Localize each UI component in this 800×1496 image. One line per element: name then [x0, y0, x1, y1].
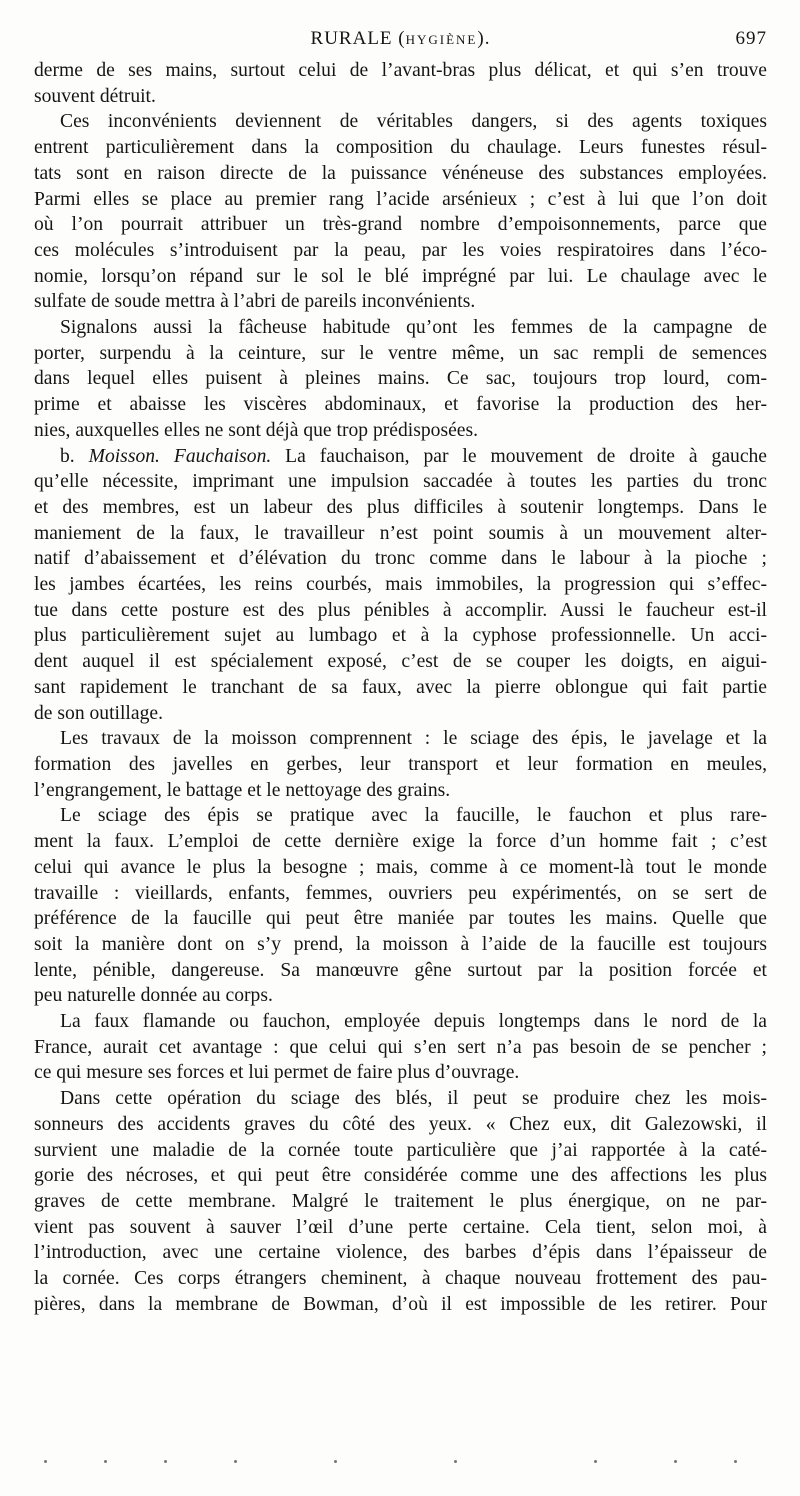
- text-line: tue dans cette posture est des plus pénibles à accomplir. Aussi le faucheur est-il: [34, 599, 767, 621]
- text-line: graves de cette membrane. Malgré le traitement le plus énergique, on ne par-: [34, 1190, 767, 1212]
- text-line: l’engrangement, le battage et le nettoyage des grains.: [34, 779, 451, 801]
- text-line: la cornée. Ces corps étrangers cheminent, à chaque nouveau frottement des pau-: [34, 1268, 767, 1290]
- section-title: Moisson. Fauchaison.: [88, 445, 272, 467]
- text-line: lente, pénible, dangereuse. Sa manœuvre gêne surtout par la position forcée et: [34, 959, 767, 981]
- text-line: natif d’abaissement et d’élévation du tronc comme dans le labour à la pioche ;: [34, 548, 767, 570]
- text-line: Ces inconvénients deviennent de véritables dangers, si des agents toxiques: [60, 111, 767, 133]
- text-line: et des membres, est un labeur des plus difficiles à soutenir longtemps. Dans le: [34, 496, 767, 518]
- scan-speck: [674, 1460, 677, 1463]
- text-line: sonneurs des accidents graves du côté des yeux. « Chez eux, dit Galezowski, il: [34, 1113, 767, 1135]
- running-title: [34, 28, 767, 50]
- text-line: préférence de la faucille qui peut être maniée par toutes les mains. Quelle que: [34, 908, 767, 930]
- document-page: [34, 28, 767, 1317]
- text-line: France, aurait cet avantage : que celui qui s’en sert n’a pas besoin de se pencher ;: [34, 1036, 767, 1058]
- text-line: pières, dans la membrane de Bowman, d’où il est impossible de les retirer. Pour: [34, 1293, 767, 1315]
- text-line: nies, auxquelles elles ne sont déjà que trop prédisposées.: [34, 419, 479, 441]
- section-marker: b.: [60, 445, 89, 467]
- text-line: sant rapidement le tranchant de sa faux, avec la pierre oblongue qui fait partie: [34, 676, 767, 698]
- section-intro: La fauchaison, par le mouvement de droite à gauche: [271, 445, 768, 467]
- scan-speck: [234, 1460, 237, 1463]
- page-number: 697: [735, 28, 767, 49]
- scan-speck: [594, 1460, 597, 1463]
- text-line: La faux flamande ou fauchon, employée depuis longtemps dans le nord de la: [60, 1011, 767, 1033]
- text-line: souvent détruit.: [34, 85, 156, 107]
- text-line: Le sciage des épis se pratique avec la faucille, le fauchon et plus rare-: [60, 805, 767, 827]
- scan-speck: [44, 1460, 47, 1463]
- text-line: qu’elle nécessite, imprimant une impulsion saccadée à toutes les parties du tronc: [34, 471, 767, 493]
- moisson-heading-line: [34, 444, 767, 470]
- text-line: de son outillage.: [34, 702, 163, 724]
- text-line: prime et abaisse les viscères abdominaux, et favorise la production des her-: [34, 394, 767, 416]
- text-line: travaille : vieillards, enfants, femmes, ouvriers peu expérimentés, on se sert de: [34, 882, 767, 904]
- scan-speck: [164, 1460, 167, 1463]
- scan-specks: [34, 1460, 767, 1468]
- text-line: gorie des nécroses, et qui peut être considérée comme une des affections les plus: [34, 1165, 767, 1187]
- running-title-close: ).: [477, 28, 491, 49]
- text-line: vient pas souvent à sauver l’œil d’une perte certaine. Cela tient, selon moi, à: [34, 1216, 767, 1238]
- text-line: peu naturelle donnée au corps.: [34, 985, 273, 1007]
- text-line: ment la faux. L’emploi de cette dernière exige la force d’un homme fait ; c’est: [34, 831, 767, 853]
- text-line: Parmi elles se place au premier rang l’acide arsénieux ; c’est à lui que l’on doit: [34, 188, 767, 210]
- text-line: dans lequel elles puisent à pleines mains. Ce sac, toujours trop lourd, com-: [34, 368, 767, 390]
- text-line: survient une maladie de la cornée toute particulière que j’ai rapportée à la caté-: [34, 1139, 767, 1161]
- text-line: Signalons aussi la fâcheuse habitude qu’ont les femmes de la campagne de: [60, 317, 767, 339]
- scan-speck: [334, 1460, 337, 1463]
- text-line: maniement de la faux, le travailleur n’est point soumis à un mouvement alter-: [34, 522, 767, 544]
- text-line: où l’on pourrait attribuer un très-grand nombre d’empoisonnements, parce que: [34, 214, 767, 236]
- text-line: porter, surpendu à la ceinture, sur le ventre même, un sac rempli de semences: [34, 342, 767, 364]
- text-line: nomie, lorsqu’on répand sur le sol le blé imprégné par lui. Le chaulage avec le: [34, 265, 767, 287]
- running-title-small: HYGIÈNE: [405, 32, 478, 47]
- scan-speck: [104, 1460, 107, 1463]
- text-line: tats sont en raison directe de la puissance vénéneuse des substances employées.: [34, 162, 767, 184]
- text-line: soit la manière dont on s’y prend, la moisson à l’aide de la faucille est toujours: [34, 933, 767, 955]
- text-line: ce qui mesure ses forces et lui permet de faire plus d’ouvrage.: [34, 1062, 520, 1084]
- text-line: derme de ses mains, surtout celui de l’avant-bras plus délicat, et qui s’en trouve: [34, 60, 767, 81]
- body-text: [34, 58, 767, 1317]
- running-head: [34, 28, 767, 58]
- text-line: plus particulièrement sujet au lumbago et à la cyphose professionnelle. Un acci-: [34, 625, 767, 647]
- running-title-main: RURALE (: [310, 28, 406, 49]
- text-line: celui qui avance le plus la besogne ; mais, comme à ce moment-là tout le monde: [34, 856, 767, 878]
- text-line: les jambes écartées, les reins courbés, mais immobiles, la progression qui s’effec-: [34, 574, 767, 596]
- scan-speck: [454, 1460, 457, 1463]
- text-line: Dans cette opération du sciage des blés, il peut se produire chez les mois-: [60, 1088, 767, 1110]
- text-line: dent auquel il est spécialement exposé, c’est de se couper les doigts, en aigui-: [34, 651, 767, 673]
- text-line: l’introduction, avec une certaine violence, des barbes d’épis dans l’épaisseur de: [34, 1242, 767, 1264]
- text-line: formation des javelles en gerbes, leur transport et leur formation en meules,: [34, 753, 767, 775]
- text-line: Les travaux de la moisson comprennent : le sciage des épis, le javelage et la: [60, 728, 767, 750]
- scan-speck: [734, 1460, 737, 1463]
- text-line: ces molécules s’introduisent par la peau, par les voies respiratoires dans l’éco-: [34, 239, 767, 261]
- text-line: entrent particulièrement dans la composition du chaulage. Leurs funestes résul-: [34, 137, 767, 159]
- text-line: sulfate de soude mettra à l’abri de pareils inconvénients.: [34, 291, 476, 313]
